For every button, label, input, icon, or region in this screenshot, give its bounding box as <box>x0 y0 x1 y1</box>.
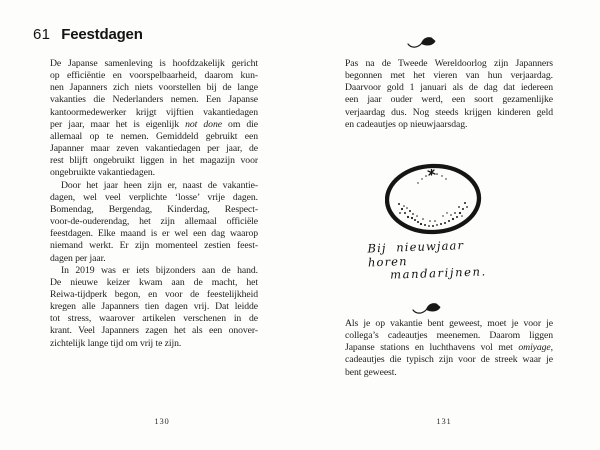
mandarin-drawing <box>385 160 485 242</box>
text-line: Bomendag, Bergendag, Kinderdag, Respect- <box>50 203 258 215</box>
text-line: begonnen met het vieren van hun verjaardag. <box>345 70 553 82</box>
right-page-body-text-bottom <box>345 318 553 379</box>
text-line: op efficiëntie en voorspelbaarheid, daarom kun- <box>50 70 258 82</box>
text-line: nen Japanners zich niets voorstellen bij de lange <box>50 82 258 94</box>
mandarin-calyx-mark <box>428 170 435 176</box>
text-line: niemand werkt. Er zijn momenteel zestien feest- <box>50 240 258 252</box>
text-line: De nieuwe keizer kwam aan de macht, het <box>50 276 258 288</box>
text-line: allemaal op te nemen. Gemiddeld gebruikt een <box>50 130 258 142</box>
text-line: per jaar, maar het is eigenlijk not done om die <box>50 118 259 130</box>
text-line: en cadeautjes op nieuwjaarsdag. <box>345 118 468 130</box>
text-line: ongebruikte vakantiedagen. <box>50 167 155 179</box>
ink-bird-ornament <box>405 32 439 50</box>
text-line: bent geweest. <box>345 366 397 378</box>
text-line: dagen, wel veel verplichte ‘losse’ vrije dagen. <box>50 191 258 203</box>
text-line: een jaar ouder werd, een soort gezamenlijke <box>345 94 553 106</box>
caption-line-1: Bij nieuwjaar horen <box>367 238 465 269</box>
page-number-left: 130 <box>154 416 170 426</box>
text-line: verjaardag dus. Nog steeds krijgen kinderen geld <box>345 106 553 118</box>
text-line: De Japanse samenleving is hoofdzakelijk gericht <box>50 58 258 69</box>
text-line: In 2019 was er iets bijzonders aan de hand. <box>61 264 258 276</box>
right-page-body-text-top <box>345 58 553 131</box>
text-line: Door het jaar heen zijn er, naast de vakantie- <box>61 179 258 191</box>
text-line: voor-de-ouderendag, het zijn allemaal officiële <box>50 216 258 228</box>
text-line: Japanner maar zeven vakantiedagen per jaar, de <box>50 143 258 155</box>
paragraph <box>345 58 553 131</box>
paragraph <box>50 180 258 265</box>
text-line: kantoormedewerker krijgt vijftien vakantiedagen <box>50 106 258 118</box>
text-line: Als je op vakantie bent geweest, moet je voor je <box>345 318 553 329</box>
paragraph <box>345 318 553 379</box>
text-line: zichtelijk lange tijd om vrij te zijn. <box>50 337 182 349</box>
text-line: cadeautjes die typisch zijn voor de streek waar je <box>345 354 553 366</box>
text-line: Japanse stations en luchthavens vol met omiyage, <box>345 342 553 354</box>
paragraph <box>50 58 258 180</box>
text-line: vakanties die Nederlanders nemen. Een Japanse <box>50 94 258 106</box>
text-line: tot stress, waarover artikelen verschenen in de <box>50 313 258 325</box>
text-line: rest blijft ongebruikt liggen in het magazijn voor <box>50 155 258 167</box>
chapter-title: Feestdagen <box>61 26 143 43</box>
chapter-number: 61 <box>33 26 51 43</box>
page-number-right: 131 <box>436 416 452 426</box>
caption-line-2: mandarijnen. <box>389 264 487 282</box>
text-line: dagen per jaar. <box>50 252 106 264</box>
text-line: Daarvoor gold 1 januari als de dag dat iedereen <box>345 82 553 94</box>
right-page <box>300 0 600 450</box>
mandarin-illustration <box>385 160 485 242</box>
text-line: krant. Veel Japanners zagen het als een onover- <box>50 325 258 337</box>
mandarin-stipple-dots <box>398 173 468 227</box>
text-line: kregen alle Japanners tien dagen vrij. Dat leidde <box>50 301 258 313</box>
text-line: Pas na de Tweede Wereldoorlog zijn Japanners <box>345 58 553 69</box>
text-line: feestdagen. Elke maand is er wel een dag waarop <box>50 228 258 240</box>
left-page-body-text <box>50 58 258 350</box>
paragraph <box>50 265 258 350</box>
text-line: Reiwa-tijdperk begon, en voor de feestelijkheid <box>50 288 258 300</box>
ink-bird-ornament <box>410 298 444 316</box>
illustration-caption <box>367 238 508 283</box>
chapter-heading <box>33 26 143 43</box>
text-line: collega’s cadeautjes meenemen. Daarom liggen <box>345 330 553 342</box>
